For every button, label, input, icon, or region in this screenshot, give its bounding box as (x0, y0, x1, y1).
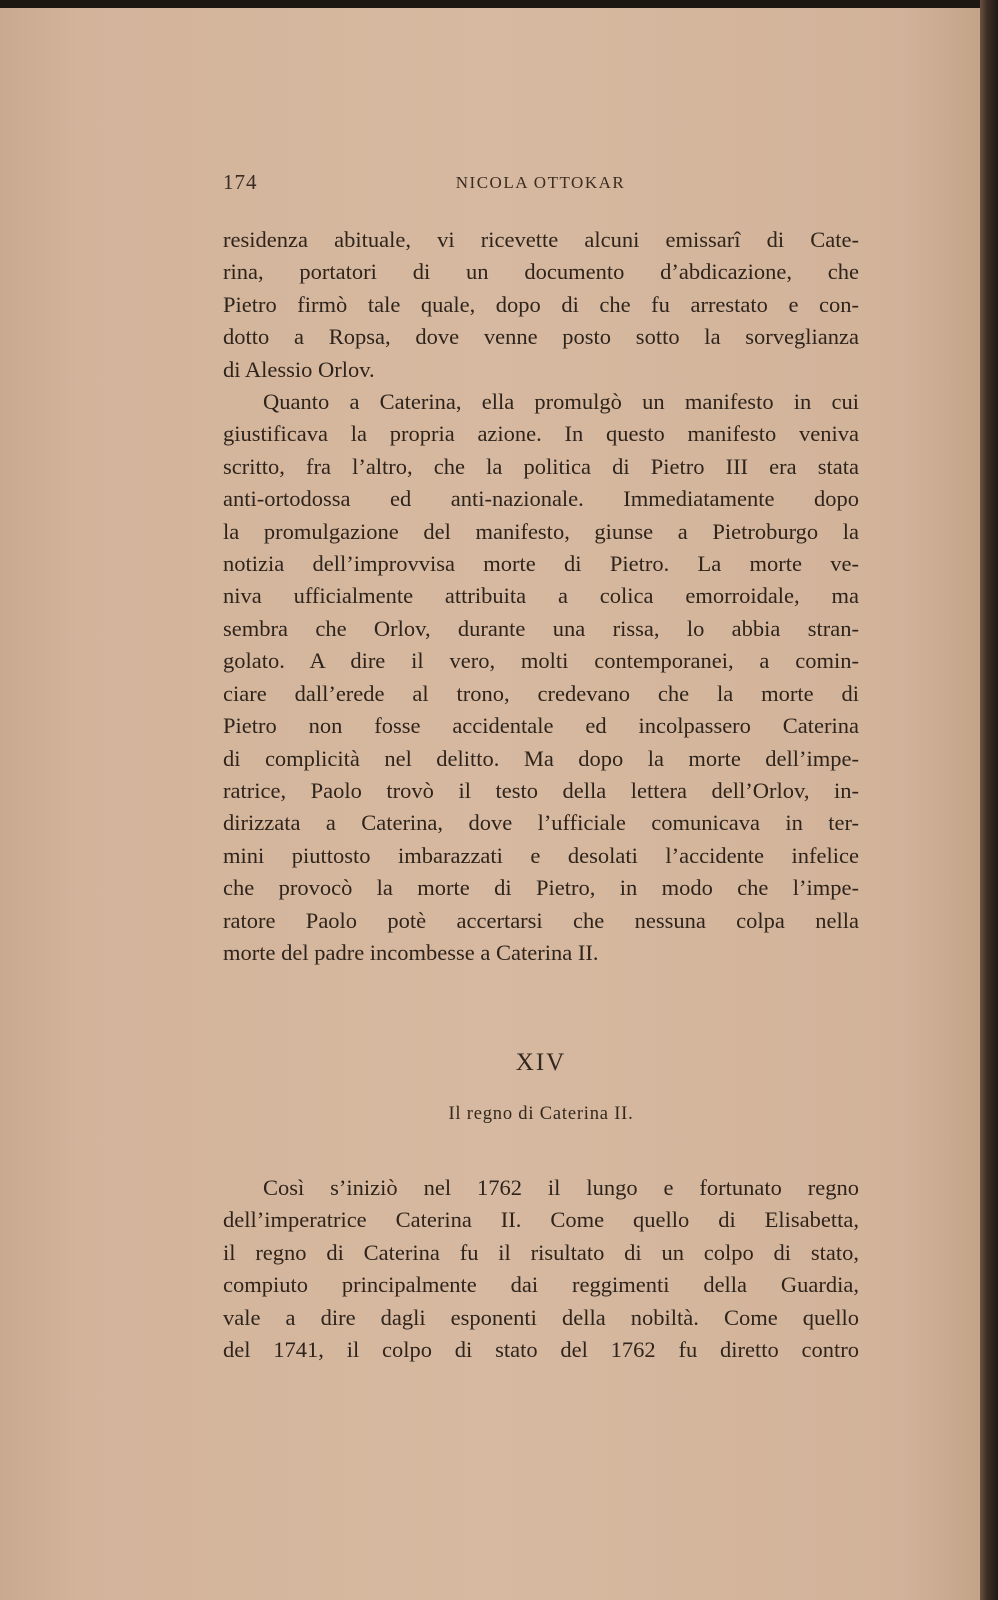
text-line: ciare dall’erede al trono, credevano che la morte di (223, 680, 859, 706)
text-line: golato. A dire il vero, molti contemporanei, a comin- (223, 648, 859, 674)
text-line: ratrice, Paolo trovò il testo della lettera dell’Orlov, in- (223, 777, 859, 803)
text-line: Così s’iniziò nel 1762 il lungo e fortunato regno (263, 1175, 859, 1200)
text-line: la promulgazione del manifesto, giunse a Pietroburgo la (223, 518, 859, 544)
page-number: 174 (223, 170, 258, 194)
text-line: dirizzata a Caterina, dove l’ufficiale comunicava in ter- (223, 810, 859, 836)
text-line: Pietro non fosse accidentale ed incolpassero Caterina (223, 713, 859, 739)
text-line: residenza abituale, vi ricevette alcuni emissarî di Cate- (223, 227, 859, 252)
paragraph-chapter-opening (223, 1172, 859, 1366)
text-line: dotto a Ropsa, dove venne posto sotto la sorveglianza (223, 324, 859, 350)
text-line: di complicità nel delitto. Ma dopo la morte dell’impe- (223, 745, 859, 771)
text-line: rina, portatori di un documento d’abdicazione, che (223, 259, 859, 285)
chapter-number: XIV (515, 1049, 567, 1076)
text-line: il regno di Caterina fu il risultato di un colpo di stato, (223, 1239, 859, 1265)
text-line: mini piuttosto imbarazzati e desolati l’accidente infelice (223, 842, 859, 868)
text-line: dell’imperatrice Caterina II. Come quello di Elisabetta, (223, 1207, 859, 1233)
text-line: ratore Paolo potè accertarsi che nessuna colpa nella (223, 907, 859, 933)
text-line: vale a dire dagli esponenti della nobiltà. Come quello (223, 1304, 859, 1330)
text-line: scritto, fra l’altro, che la politica di Pietro III era stata (223, 453, 859, 479)
book-page (0, 8, 980, 1600)
text-line: sembra che Orlov, durante una rissa, lo abbia stran- (223, 615, 859, 641)
text-line: compiuto principalmente dai reggimenti della Guardia, (223, 1272, 859, 1298)
text-line: notizia dell’improvvisa morte di Pietro. La morte ve- (223, 551, 859, 577)
text-line: niva ufficialmente attribuita a colica emorroidale, ma (223, 583, 859, 609)
text-line: anti-ortodossa ed anti-nazionale. Immediatamente dopo (223, 486, 859, 512)
chapter-title: Il regno di Caterina II. (448, 1104, 634, 1124)
text-line: di Alessio Orlov. (223, 356, 375, 382)
text-line: del 1741, il colpo di stato del 1762 fu diretto contro (223, 1337, 859, 1363)
running-head: NICOLA OTTOKAR (455, 173, 626, 192)
text-line: Quanto a Caterina, ella promulgò un manifesto in cui (263, 389, 859, 415)
text-line: che provocò la morte di Pietro, in modo che l’impe- (223, 875, 859, 901)
paragraph-continued (223, 224, 859, 969)
text-line: Pietro firmò tale quale, dopo di che fu arrestato e con- (223, 291, 859, 317)
book-fore-edge (980, 0, 998, 1600)
page-header (223, 170, 858, 194)
text-line: giustificava la propria azione. In questo manifesto veniva (223, 421, 859, 447)
text-line: morte del padre incombesse a Caterina II. (223, 939, 599, 965)
